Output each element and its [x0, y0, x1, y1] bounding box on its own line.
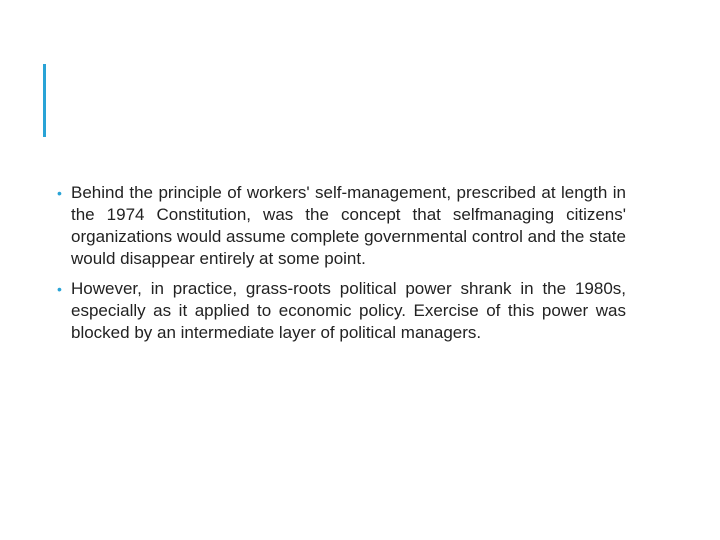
bullet-text: However, in practice, grass-roots political power shrank in the 1980s, especially as it applied to economic policy. Exercise of this power was blocked by an intermediate layer of political managers. [71, 279, 626, 342]
bullet-item [56, 182, 626, 270]
title-accent-bar [43, 64, 46, 137]
bullet-text: Behind the principle of workers' self-management, prescribed at length in the 1974 Constitution, was the concept that selfmanaging citizens' organizations would assume complete governmental control and the state would disappear entirely at some point. [71, 183, 626, 268]
slide-body [56, 182, 626, 352]
bullet-item [56, 278, 626, 344]
bullet-icon: • [57, 281, 62, 297]
bullet-icon: • [57, 185, 62, 201]
